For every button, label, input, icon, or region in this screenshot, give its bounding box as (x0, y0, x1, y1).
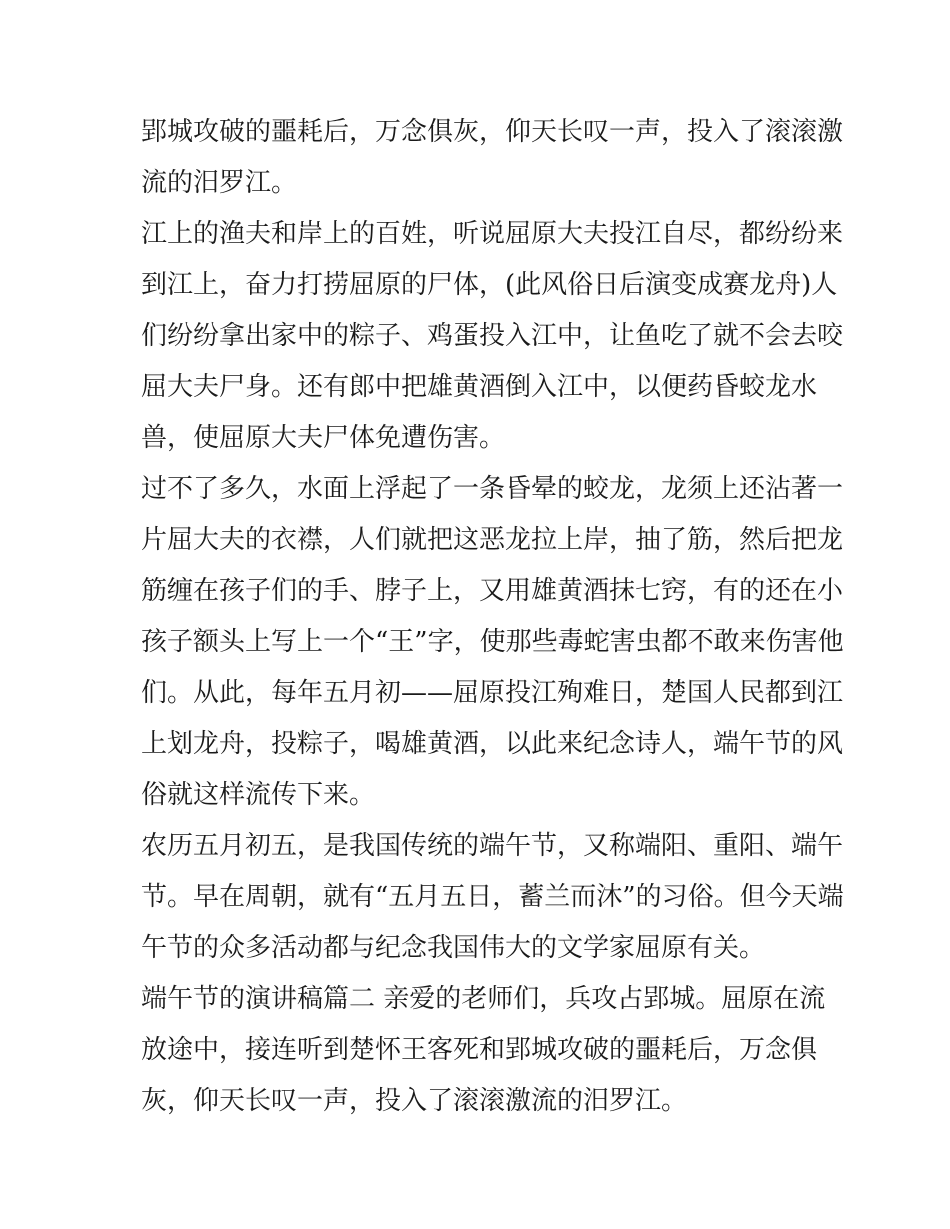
text-line: 放途中，接连听到楚怀王客死和郢城攻破的噩耗后，万念俱 (141, 1035, 818, 1065)
text-line: 片屈大夫的衣襟，人们就把这恶龙拉上岸，抽了筋，然后把龙 (141, 525, 844, 555)
text-line: 午节的众多活动都与纪念我国伟大的文学家屈原有关。 (141, 933, 766, 963)
text-line: 节。早在周朝，就有“五月五日，蓄兰而沐”的习俗。但今天端 (141, 882, 844, 912)
text-line: 郢城攻破的噩耗后，万念俱灰，仰天长叹一声，投入了滚滚激 (141, 117, 844, 147)
text-line: 孩子额头上写上一个“王”字，使那些毒蛇害虫都不敢来伤害他 (141, 627, 844, 657)
text-line: 们。从此，每年五月初——屈原投江殉难日，楚国人民都到江 (141, 678, 844, 708)
text-line: 江上的渔夫和岸上的百姓，听说屈原大夫投江自尽，都纷纷来 (141, 219, 844, 249)
document-body (141, 107, 844, 1127)
text-line: 到江上，奋力打捞屈原的尸体，(此风俗日后演变成赛龙舟)人 (141, 270, 838, 300)
text-line: 过不了多久，水面上浮起了一条昏晕的蛟龙，龙须上还沾著一 (141, 474, 844, 504)
text-line: 农历五月初五，是我国传统的端午节，又称端阳、重阳、端午 (141, 831, 844, 861)
text-line: 们纷纷拿出家中的粽子、鸡蛋投入江中，让鱼吃了就不会去咬 (141, 321, 844, 351)
text-line: 筋缠在孩子们的手、脖子上，又用雄黄酒抹七窍，有的还在小 (141, 576, 844, 606)
text-line: 流的汨罗江。 (141, 168, 298, 198)
text-line: 俗就这样流传下来。 (141, 780, 376, 810)
text-line: 屈大夫尸身。还有郎中把雄黄酒倒入江中，以便药昏蛟龙水 (141, 372, 818, 402)
text-line: 灰，仰天长叹一声，投入了滚滚激流的汨罗江。 (141, 1086, 688, 1116)
text-line: 上划龙舟，投粽子，喝雄黄酒，以此来纪念诗人，端午节的风 (141, 729, 844, 759)
text-line: 兽，使屈原大夫尸体免遭伤害。 (141, 423, 506, 453)
text-line: 端午节的演讲稿篇二 亲爱的老师们，兵攻占郢城。屈原在流 (141, 984, 826, 1014)
